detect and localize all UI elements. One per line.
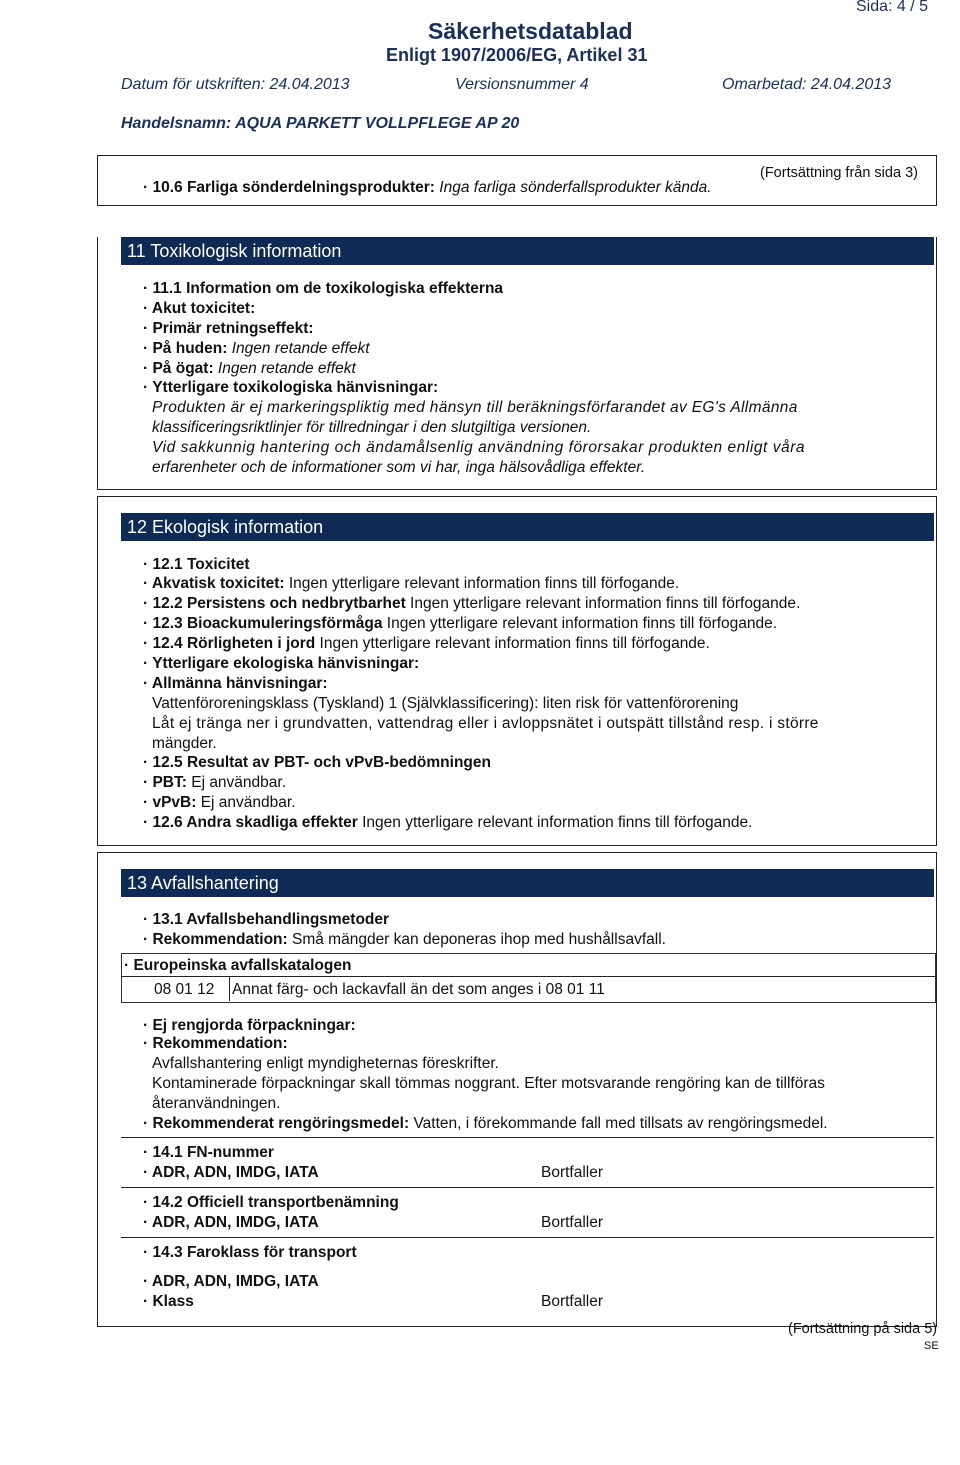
trade-name: Handelsnamn: AQUA PARKETT VOLLPFLEGE AP 20 [121,115,520,132]
s13-line-1: · 13.1 Avfallsbehandlingsmetoder [143,911,390,928]
right-rule-10 [936,155,937,205]
s11-line-5 [143,359,356,379]
s13-line-6: Kontaminerade förpackningar skall tömmas noggrant. Efter motsvarande rengöring kan de tillföras [152,1075,825,1092]
s12-line-12 [143,773,286,793]
document-subtitle: Enligt 1907/2006/EG, Artikel 31 [386,45,648,65]
s12-line-1: · 12.1 Toxicitet [143,556,250,573]
left-rule-10 [97,155,98,205]
continued-from: (Fortsättning från sida 3) [760,165,918,181]
s12-mobility-text: Ingen ytterligare relevant information finns till förfogande. [315,635,710,652]
s13-line-8 [143,1114,828,1134]
s12-vpvb-label: · vPvB: [143,794,197,811]
s12-bioacc-text: Ingen ytterligare relevant information finns till förfogande. [382,615,778,632]
s12-line-6: · Ytterligare ekologiska hänvisningar: [143,655,420,672]
page-number: Sida: 4 / 5 [856,0,929,15]
header-divider [97,155,937,156]
section-11-title: 11 Toxikologisk information [121,237,934,265]
s14-line-5: · 14.3 Faroklass för transport [143,1244,357,1261]
s12-pbt-text: Ej användbar. [186,774,287,791]
s13-cleaner-label: · Rekommenderat rengöringsmedel: [143,1115,410,1132]
s14-line-6: · ADR, ADN, IMDG, IATA [143,1273,319,1290]
s13-line-7: återanvändningen. [152,1095,281,1112]
s12-line-5 [143,634,710,654]
s12-persistence-text: Ingen ytterligare relevant information finns till förfogande. [405,595,801,612]
divider-14-3 [121,1237,934,1238]
s12-vpvb-text: Ej användbar. [196,794,296,811]
document-title: Säkerhetsdatablad [428,18,633,44]
waste-catalogue-title: · Europeinska avfallskatalogen [124,957,352,974]
s10-6-line [143,178,712,198]
s11-skin-text: Ingen retande effekt [227,340,370,357]
s12-other-text: Ingen ytterligare relevant information finns till förfogande. [357,814,753,831]
divider-14-2 [121,1187,934,1188]
s14-line-4: · ADR, ADN, IMDG, IATA [143,1214,319,1231]
right-rule-13 [936,852,937,1327]
section-divider [97,205,937,206]
s14-line-7: · Klass [143,1293,194,1310]
s10-6-text: Inga farliga sönderfallsprodukter kända. [434,179,712,196]
s11-line-1: · 11.1 Information om de toxikologiska effekterna [143,280,504,297]
top-rule-12 [97,496,937,497]
revised-date: Omarbetad: 24.04.2013 [722,76,892,93]
s11-line-7: Produkten är ej markeringspliktig med hänsyn till beräkningsförfarandet av EG's Allmänna [152,399,798,416]
s13-rec-label: · Rekommendation: [143,931,288,948]
s14-line-2-value: Bortfaller [541,1164,604,1181]
left-rule-12 [97,496,98,845]
s14-line-4-value: Bortfaller [541,1214,604,1231]
s11-line-9: Vid sakkunnig hantering och ändamålsenlig användning förorsakar produkten enligt våra [152,439,806,456]
s12-line-9: Låt ej tränga ner i grundvatten, vattendrag eller i avloppsnätet i outspätt tillstånd resp. i större [152,715,819,732]
s13-line-5: Avfallshantering enligt myndigheternas föreskrifter. [152,1055,499,1072]
s12-mobility-label: · 12.4 Rörligheten i jord [143,635,316,652]
s11-line-2: · Akut toxicitet: [143,300,256,317]
s11-eye-text: Ingen retande effekt [213,360,356,377]
bottom-rule-11 [97,489,937,490]
s14-line-7-value: Bortfaller [541,1293,604,1310]
s14-line-1: · 14.1 FN-nummer [143,1144,274,1161]
s12-line-4 [143,614,777,634]
version-number: Versionsnummer 4 [455,76,589,93]
s13-line-2 [143,930,666,950]
s10-6-label: · 10.6 Farliga sönderdelningsprodukter: [143,179,435,196]
left-rule-11 [97,237,98,489]
waste-description: Annat färg- och lackavfall än det som anges i 08 01 11 [232,981,605,998]
s12-line-3 [143,594,800,614]
s11-line-10: erfarenheter och de informationer som vi har, inga hälsovådliga effekter. [152,459,646,476]
s14-line-2: · ADR, ADN, IMDG, IATA [143,1164,319,1181]
s12-bioacc-label: · 12.3 Bioackumuleringsförmåga [143,615,383,632]
waste-code: 08 01 12 [154,981,215,998]
s12-aquatic-label: · Akvatisk toxicitet: [143,575,285,592]
s11-line-8: klassificeringsriktlinjer för tillredningar i den slutgiltiga versionen. [152,419,592,436]
divider-14-1 [121,1137,934,1138]
print-date: Datum för utskriften: 24.04.2013 [121,76,350,93]
s11-line-4 [143,339,370,359]
right-rule-11 [936,237,937,489]
right-rule-12 [936,496,937,845]
top-rule-13 [97,852,937,853]
s13-line-4: · Rekommendation: [143,1035,288,1052]
s12-aquatic-text: Ingen ytterligare relevant information finns till förfogande. [284,575,680,592]
s11-skin-label: · På huden: [143,340,228,357]
s12-line-11: · 12.5 Resultat av PBT- och vPvB-bedömningen [143,754,491,771]
section-12-title: 12 Ekologisk information [121,513,934,541]
s12-pbt-label: · PBT: [143,774,187,791]
s11-eye-label: · På ögat: [143,360,214,377]
language-code: SE [924,1340,939,1352]
s12-other-label: · 12.6 Andra skadliga effekter [143,814,358,831]
s12-line-8: Vattenföroreningsklass (Tyskland) 1 (Självklassificering): liten risk för vattenförorening [152,695,739,712]
s12-line-7: · Allmänna hänvisningar: [143,675,328,692]
s12-line-2 [143,574,679,594]
table-header-divider [121,976,935,977]
s12-line-14 [143,813,752,833]
s11-line-6: · Ytterligare toxikologiska hänvisningar: [143,379,439,396]
left-rule-13 [97,852,98,1327]
bottom-rule-12 [97,845,937,846]
s13-cleaner-text: Vatten, i förekommande fall med tillsats av rengöringsmedel. [409,1115,828,1132]
s12-line-13 [143,793,296,813]
continued-to: (Fortsättning på sida 5) [788,1321,938,1337]
s13-rec-text: Små mängder kan deponeras ihop med hushållsavfall. [287,931,666,948]
s14-line-3: · 14.2 Officiell transportbenämning [143,1194,399,1211]
s12-persistence-label: · 12.2 Persistens och nedbrytbarhet [143,595,406,612]
section-13-title: 13 Avfallshantering [121,869,934,897]
table-column-divider [229,977,230,1001]
s11-line-3: · Primär retningseffekt: [143,320,314,337]
s12-line-10: mängder. [152,735,217,752]
s13-line-3: · Ej rengjorda förpackningar: [143,1017,356,1034]
